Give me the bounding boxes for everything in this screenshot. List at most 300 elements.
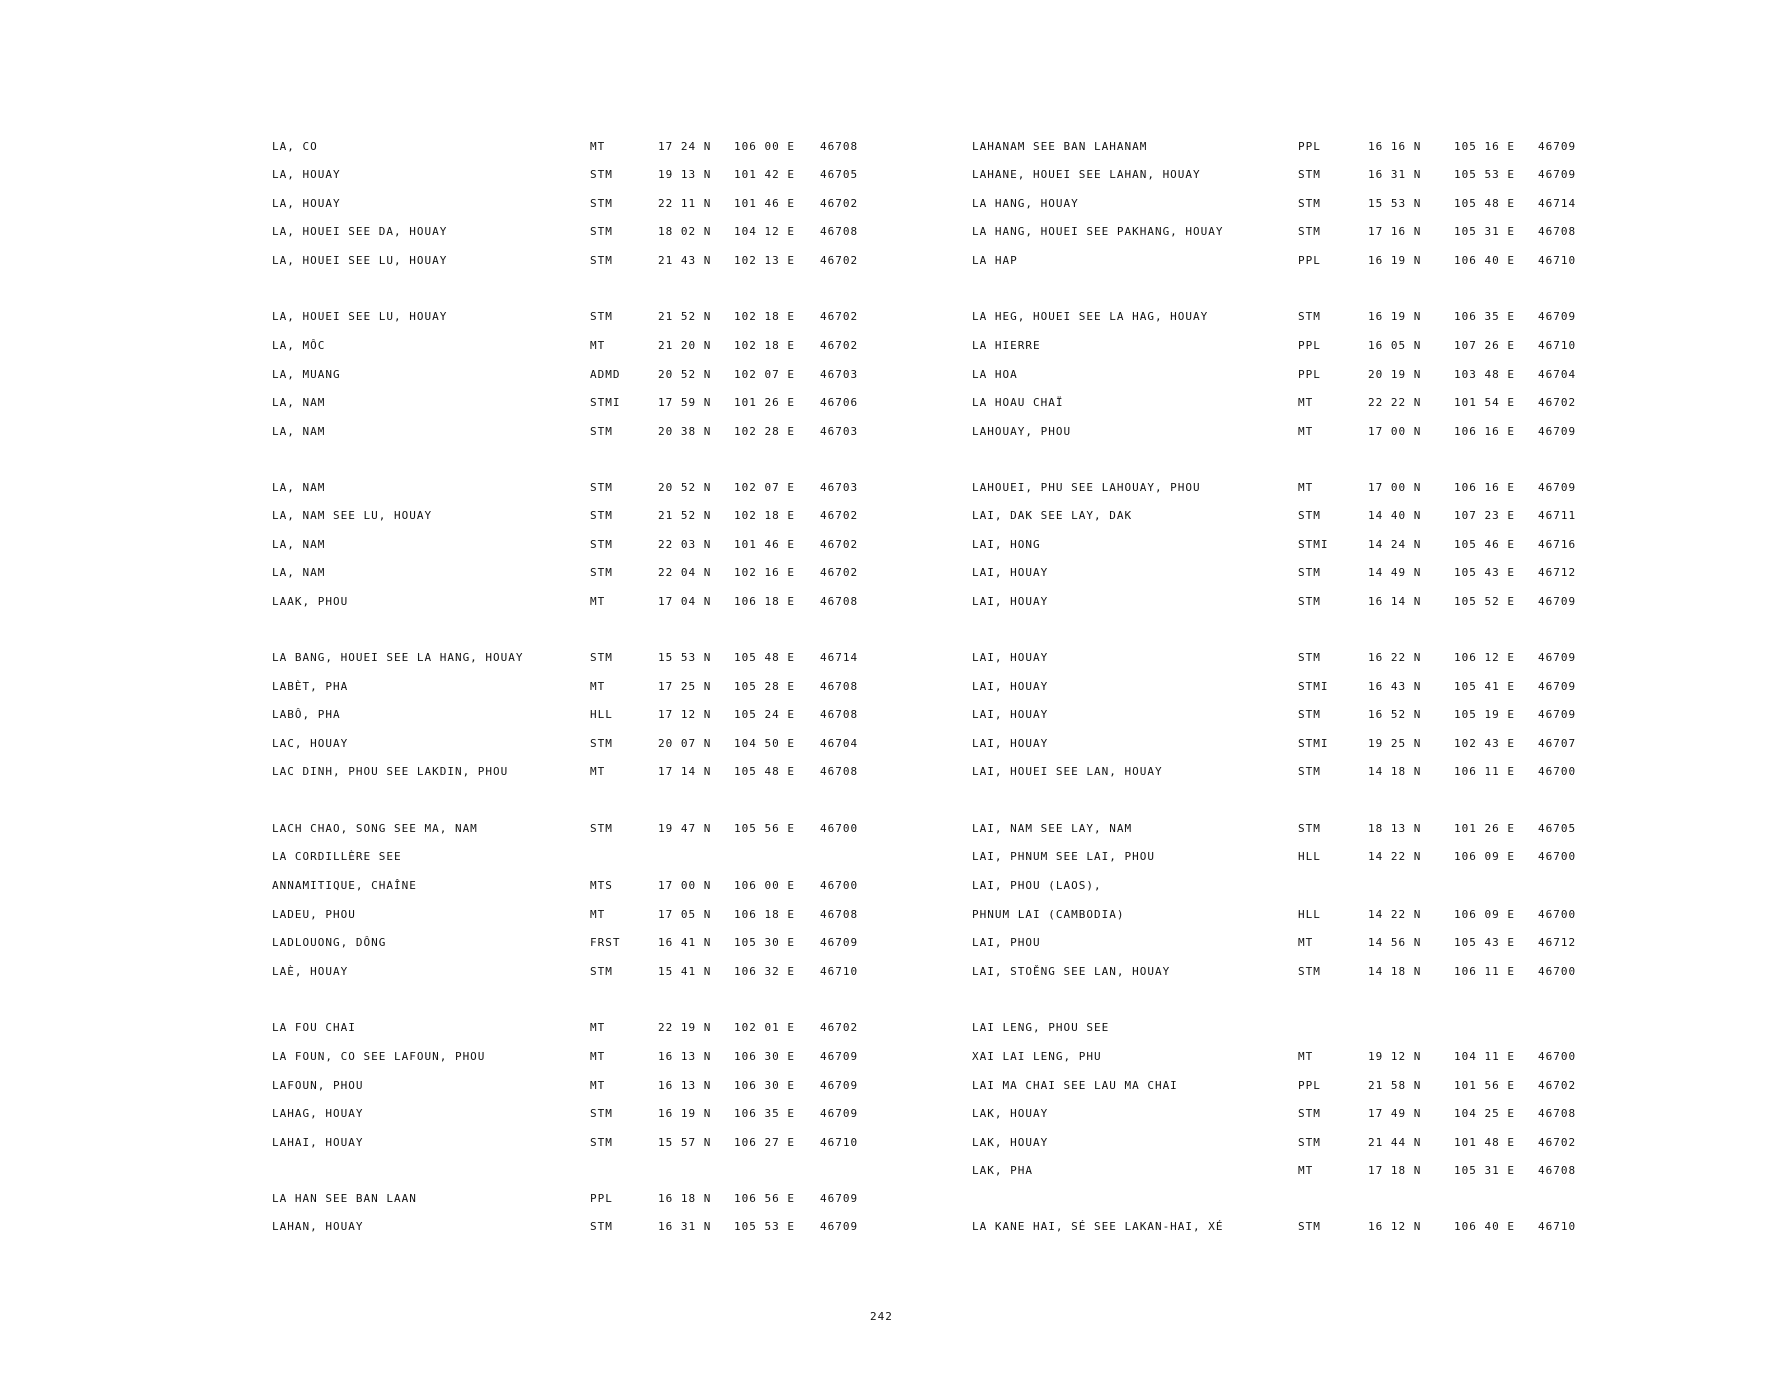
gazetteer-entry bbox=[972, 308, 1732, 326]
entry-lat: 22 19 N bbox=[658, 1021, 712, 1034]
gazetteer-entry bbox=[972, 479, 1732, 497]
entry-sheet: 46704 bbox=[1538, 368, 1577, 381]
entry-name: LA KANE HAI, SÉ SEE LAKAN-HAI, XÉ bbox=[972, 1220, 1224, 1233]
entry-lon: 106 00 E bbox=[734, 140, 795, 153]
entry-name: LAI, HOUAY bbox=[972, 737, 1049, 750]
entry-code: STM bbox=[1298, 225, 1321, 238]
entry-sheet: 46709 bbox=[820, 936, 859, 949]
entry-sheet: 46708 bbox=[820, 908, 859, 921]
gazetteer-entry bbox=[972, 1105, 1732, 1123]
gazetteer-entry bbox=[972, 1134, 1732, 1152]
gazetteer-entry bbox=[972, 1162, 1732, 1180]
gazetteer-entry bbox=[272, 678, 1032, 696]
entry-lon: 101 48 E bbox=[1454, 1136, 1515, 1149]
entry-code: MT bbox=[1298, 425, 1314, 438]
entry-code: STM bbox=[590, 425, 613, 438]
entry-name: LAÈ, HOUAY bbox=[272, 965, 349, 978]
entry-code: STM bbox=[1298, 509, 1321, 522]
entry-name: LA, HOUAY bbox=[272, 168, 341, 181]
entry-lat: 20 07 N bbox=[658, 737, 712, 750]
entry-sheet: 46708 bbox=[1538, 1164, 1577, 1177]
gazetteer-entry bbox=[972, 1077, 1732, 1095]
entry-code: STM bbox=[1298, 168, 1321, 181]
gazetteer-entry bbox=[972, 649, 1732, 667]
entry-lon: 102 01 E bbox=[734, 1021, 795, 1034]
entry-code: STM bbox=[1298, 197, 1321, 210]
entry-name: LAHOUAY, PHOU bbox=[972, 425, 1072, 438]
entry-lat: 14 22 N bbox=[1368, 908, 1422, 921]
entry-lon: 105 56 E bbox=[734, 822, 795, 835]
gazetteer-entry bbox=[272, 763, 1032, 781]
entry-sheet: 46702 bbox=[820, 509, 859, 522]
gazetteer-entry bbox=[972, 423, 1732, 441]
entry-sheet: 46705 bbox=[820, 168, 859, 181]
entry-sheet: 46709 bbox=[1538, 140, 1577, 153]
entry-lon: 102 13 E bbox=[734, 254, 795, 267]
entry-name: LA HOA bbox=[972, 368, 1018, 381]
entry-lat: 16 31 N bbox=[658, 1220, 712, 1233]
entry-lon: 101 26 E bbox=[1454, 822, 1515, 835]
gazetteer-entry bbox=[272, 820, 1032, 838]
entry-lon: 102 07 E bbox=[734, 368, 795, 381]
entry-sheet: 46709 bbox=[820, 1192, 859, 1205]
entry-name: LAK, PHA bbox=[972, 1164, 1033, 1177]
entry-code: ADMD bbox=[590, 368, 621, 381]
gazetteer-entry bbox=[972, 735, 1732, 753]
entry-lat: 16 41 N bbox=[658, 936, 712, 949]
entry-lat: 16 05 N bbox=[1368, 339, 1422, 352]
entry-code: STM bbox=[590, 538, 613, 551]
entry-lat: 20 52 N bbox=[658, 481, 712, 494]
entry-lat: 14 24 N bbox=[1368, 538, 1422, 551]
entry-lat: 14 18 N bbox=[1368, 765, 1422, 778]
entry-code: MTS bbox=[590, 879, 613, 892]
gazetteer-entry bbox=[272, 507, 1032, 525]
entry-lat: 18 13 N bbox=[1368, 822, 1422, 835]
entry-name: ANNAMITIQUE, CHAÎNE bbox=[272, 879, 417, 892]
entry-lat: 21 52 N bbox=[658, 509, 712, 522]
entry-sheet: 46712 bbox=[1538, 566, 1577, 579]
entry-sheet: 46710 bbox=[820, 965, 859, 978]
gazetteer-entry bbox=[272, 593, 1032, 611]
entry-lon: 104 12 E bbox=[734, 225, 795, 238]
entry-code: STM bbox=[1298, 965, 1321, 978]
entry-lon: 102 43 E bbox=[1454, 737, 1515, 750]
entry-name: LAI, HOUAY bbox=[972, 566, 1049, 579]
entry-name: LAHAN, HOUAY bbox=[272, 1220, 364, 1233]
gazetteer-entry bbox=[272, 1105, 1032, 1123]
entry-code: PPL bbox=[590, 1192, 613, 1205]
entry-name: LAHANAM SEE BAN LAHANAM bbox=[972, 140, 1148, 153]
entry-lon: 102 18 E bbox=[734, 310, 795, 323]
entry-name: LA, HOUAY bbox=[272, 197, 341, 210]
entry-lat: 15 53 N bbox=[1368, 197, 1422, 210]
entry-name: LAI, HOUAY bbox=[972, 651, 1049, 664]
entry-code: STM bbox=[590, 254, 613, 267]
gazetteer-entry bbox=[272, 934, 1032, 952]
entry-sheet: 46702 bbox=[1538, 1136, 1577, 1149]
entry-lon: 105 24 E bbox=[734, 708, 795, 721]
entry-lat: 17 24 N bbox=[658, 140, 712, 153]
entry-lat: 16 19 N bbox=[1368, 254, 1422, 267]
gazetteer-entry bbox=[972, 195, 1732, 213]
entry-name: LA, CO bbox=[272, 140, 318, 153]
entry-lon: 102 28 E bbox=[734, 425, 795, 438]
gazetteer-entry bbox=[972, 593, 1732, 611]
gazetteer-entry bbox=[972, 877, 1732, 895]
entry-sheet: 46709 bbox=[1538, 481, 1577, 494]
entry-sheet: 46707 bbox=[1538, 737, 1577, 750]
entry-code: STM bbox=[590, 509, 613, 522]
entry-lon: 106 00 E bbox=[734, 879, 795, 892]
gazetteer-entry bbox=[272, 1019, 1032, 1037]
entry-name: LA, NAM bbox=[272, 481, 326, 494]
entry-lon: 105 53 E bbox=[1454, 168, 1515, 181]
entry-lat: 17 16 N bbox=[1368, 225, 1422, 238]
entry-sheet: 46709 bbox=[820, 1107, 859, 1120]
entry-code: STM bbox=[590, 225, 613, 238]
entry-name: LA HAP bbox=[972, 254, 1018, 267]
entry-lon: 106 11 E bbox=[1454, 965, 1515, 978]
entry-lat: 14 49 N bbox=[1368, 566, 1422, 579]
entry-sheet: 46702 bbox=[820, 197, 859, 210]
entry-sheet: 46709 bbox=[1538, 595, 1577, 608]
entry-code: STM bbox=[1298, 1136, 1321, 1149]
entry-code: STM bbox=[1298, 765, 1321, 778]
entry-lat: 20 52 N bbox=[658, 368, 712, 381]
entry-sheet: 46710 bbox=[1538, 254, 1577, 267]
entry-lon: 106 16 E bbox=[1454, 481, 1515, 494]
entry-sheet: 46709 bbox=[820, 1079, 859, 1092]
entry-lat: 14 56 N bbox=[1368, 936, 1422, 949]
entry-lat: 17 14 N bbox=[658, 765, 712, 778]
entry-lat: 17 00 N bbox=[658, 879, 712, 892]
entry-lat: 20 19 N bbox=[1368, 368, 1422, 381]
entry-code: STM bbox=[590, 651, 613, 664]
entry-lat: 17 00 N bbox=[1368, 425, 1422, 438]
gazetteer-entry bbox=[972, 564, 1732, 582]
gazetteer-entry bbox=[972, 906, 1732, 924]
entry-lon: 106 32 E bbox=[734, 965, 795, 978]
entry-code: PPL bbox=[1298, 254, 1321, 267]
gazetteer-entry bbox=[272, 252, 1032, 270]
entry-lat: 16 43 N bbox=[1368, 680, 1422, 693]
entry-name: LAHAG, HOUAY bbox=[272, 1107, 364, 1120]
entry-name: LA, NAM bbox=[272, 396, 326, 409]
entry-sheet: 46708 bbox=[820, 225, 859, 238]
entry-name: LAI, HONG bbox=[972, 538, 1041, 551]
entry-code: MT bbox=[590, 140, 606, 153]
entry-lat: 16 52 N bbox=[1368, 708, 1422, 721]
entry-lat: 17 18 N bbox=[1368, 1164, 1422, 1177]
entry-lon: 105 43 E bbox=[1454, 936, 1515, 949]
entry-sheet: 46714 bbox=[1538, 197, 1577, 210]
entry-name: LAI, HOUAY bbox=[972, 595, 1049, 608]
gazetteer-entry bbox=[272, 963, 1032, 981]
gazetteer-entry bbox=[972, 337, 1732, 355]
entry-sheet: 46700 bbox=[1538, 765, 1577, 778]
entry-code: MT bbox=[590, 339, 606, 352]
entry-sheet: 46714 bbox=[820, 651, 859, 664]
entry-code: HLL bbox=[1298, 908, 1321, 921]
gazetteer-entry bbox=[272, 877, 1032, 895]
gazetteer-entry bbox=[272, 1134, 1032, 1152]
gazetteer-entry bbox=[272, 423, 1032, 441]
entry-lon: 106 40 E bbox=[1454, 1220, 1515, 1233]
entry-lon: 103 48 E bbox=[1454, 368, 1515, 381]
entry-name: LAHANE, HOUEI SEE LAHAN, HOUAY bbox=[972, 168, 1201, 181]
entry-code: PPL bbox=[1298, 140, 1321, 153]
entry-name: LAI MA CHAI SEE LAU MA CHAI bbox=[972, 1079, 1178, 1092]
entry-lon: 101 54 E bbox=[1454, 396, 1515, 409]
entry-sheet: 46703 bbox=[820, 481, 859, 494]
entry-lon: 105 52 E bbox=[1454, 595, 1515, 608]
entry-lat: 21 58 N bbox=[1368, 1079, 1422, 1092]
entry-lon: 105 31 E bbox=[1454, 1164, 1515, 1177]
entry-lat: 16 16 N bbox=[1368, 140, 1422, 153]
entry-name: LA HOAU CHAÏ bbox=[972, 396, 1064, 409]
entry-lon: 105 53 E bbox=[734, 1220, 795, 1233]
entry-lon: 101 26 E bbox=[734, 396, 795, 409]
gazetteer-entry bbox=[272, 337, 1032, 355]
entry-lat: 17 04 N bbox=[658, 595, 712, 608]
entry-sheet: 46708 bbox=[820, 140, 859, 153]
entry-lon: 105 41 E bbox=[1454, 680, 1515, 693]
entry-lon: 101 46 E bbox=[734, 538, 795, 551]
gazetteer-entry bbox=[272, 138, 1032, 156]
entry-code: HLL bbox=[590, 708, 613, 721]
entry-name: LAI, PHOU bbox=[972, 936, 1041, 949]
entry-code: MT bbox=[590, 908, 606, 921]
gazetteer-entry bbox=[272, 479, 1032, 497]
entry-name: LA, HOUEI SEE DA, HOUAY bbox=[272, 225, 448, 238]
entry-sheet: 46711 bbox=[1538, 509, 1577, 522]
entry-lat: 19 47 N bbox=[658, 822, 712, 835]
entry-sheet: 46702 bbox=[820, 310, 859, 323]
gazetteer-entry bbox=[272, 1077, 1032, 1095]
entry-lat: 16 18 N bbox=[658, 1192, 712, 1205]
entry-name: LA HIERRE bbox=[972, 339, 1041, 352]
entry-lon: 105 31 E bbox=[1454, 225, 1515, 238]
entry-code: STMI bbox=[1298, 680, 1329, 693]
entry-lat: 16 13 N bbox=[658, 1079, 712, 1092]
entry-name: LAI LENG, PHOU SEE bbox=[972, 1021, 1110, 1034]
entry-code: STM bbox=[590, 965, 613, 978]
entry-code: STM bbox=[590, 1220, 613, 1233]
entry-lon: 106 35 E bbox=[1454, 310, 1515, 323]
entry-lat: 22 03 N bbox=[658, 538, 712, 551]
gazetteer-entry bbox=[272, 564, 1032, 582]
entry-lon: 105 48 E bbox=[1454, 197, 1515, 210]
entry-lat: 16 22 N bbox=[1368, 651, 1422, 664]
entry-name: LA FOUN, CO SEE LAFOUN, PHOU bbox=[272, 1050, 486, 1063]
entry-lat: 19 25 N bbox=[1368, 737, 1422, 750]
gazetteer-entry bbox=[972, 507, 1732, 525]
entry-name: LA, NAM bbox=[272, 538, 326, 551]
entry-code: PPL bbox=[1298, 339, 1321, 352]
entry-lat: 17 25 N bbox=[658, 680, 712, 693]
entry-name: LAHAI, HOUAY bbox=[272, 1136, 364, 1149]
entry-sheet: 46702 bbox=[1538, 1079, 1577, 1092]
entry-lon: 106 09 E bbox=[1454, 850, 1515, 863]
entry-name: LABÔ, PHA bbox=[272, 708, 341, 721]
entry-sheet: 46708 bbox=[820, 680, 859, 693]
entry-lat: 15 41 N bbox=[658, 965, 712, 978]
entry-name: LA HANG, HOUEI SEE PAKHANG, HOUAY bbox=[972, 225, 1224, 238]
entry-code: STM bbox=[590, 566, 613, 579]
entry-name: LA, HOUEI SEE LU, HOUAY bbox=[272, 310, 448, 323]
entry-lon: 106 30 E bbox=[734, 1050, 795, 1063]
entry-sheet: 46708 bbox=[820, 708, 859, 721]
entry-lon: 105 28 E bbox=[734, 680, 795, 693]
gazetteer-entry bbox=[272, 735, 1032, 753]
entry-code: STMI bbox=[1298, 737, 1329, 750]
entry-lon: 101 46 E bbox=[734, 197, 795, 210]
entry-name: PHNUM LAI (CAMBODIA) bbox=[972, 908, 1125, 921]
entry-code: MT bbox=[590, 595, 606, 608]
gazetteer-entry bbox=[972, 366, 1732, 384]
entry-sheet: 46709 bbox=[1538, 651, 1577, 664]
entry-sheet: 46710 bbox=[1538, 339, 1577, 352]
entry-name: LAI, NAM SEE LAY, NAM bbox=[972, 822, 1133, 835]
entry-lat: 21 44 N bbox=[1368, 1136, 1422, 1149]
entry-sheet: 46708 bbox=[820, 765, 859, 778]
entry-lat: 17 00 N bbox=[1368, 481, 1422, 494]
gazetteer-entry bbox=[272, 223, 1032, 241]
gazetteer-entry bbox=[972, 138, 1732, 156]
gazetteer-entry bbox=[972, 166, 1732, 184]
entry-sheet: 46709 bbox=[820, 1050, 859, 1063]
entry-name: LAI, PHNUM SEE LAI, PHOU bbox=[972, 850, 1155, 863]
entry-code: MT bbox=[590, 765, 606, 778]
entry-lon: 106 27 E bbox=[734, 1136, 795, 1149]
entry-code: STM bbox=[590, 1107, 613, 1120]
entry-sheet: 46709 bbox=[1538, 708, 1577, 721]
gazetteer-entry bbox=[972, 1019, 1732, 1037]
entry-lon: 106 56 E bbox=[734, 1192, 795, 1205]
entry-lon: 106 09 E bbox=[1454, 908, 1515, 921]
entry-lon: 106 16 E bbox=[1454, 425, 1515, 438]
entry-lat: 16 31 N bbox=[1368, 168, 1422, 181]
entry-lat: 16 19 N bbox=[1368, 310, 1422, 323]
gazetteer-entry bbox=[972, 820, 1732, 838]
entry-name: LA, MÔC bbox=[272, 339, 326, 352]
entry-code: MT bbox=[1298, 1164, 1314, 1177]
entry-name: LAHOUEI, PHU SEE LAHOUAY, PHOU bbox=[972, 481, 1201, 494]
entry-lat: 16 13 N bbox=[658, 1050, 712, 1063]
entry-sheet: 46710 bbox=[1538, 1220, 1577, 1233]
gazetteer-entry bbox=[972, 963, 1732, 981]
entry-sheet: 46709 bbox=[1538, 310, 1577, 323]
entry-lon: 105 30 E bbox=[734, 936, 795, 949]
gazetteer-entry bbox=[972, 394, 1732, 412]
entry-sheet: 46702 bbox=[820, 1021, 859, 1034]
gazetteer-entry bbox=[272, 366, 1032, 384]
entry-sheet: 46700 bbox=[1538, 850, 1577, 863]
entry-lon: 101 56 E bbox=[1454, 1079, 1515, 1092]
gazetteer-entry bbox=[272, 536, 1032, 554]
entry-lon: 102 18 E bbox=[734, 509, 795, 522]
entry-name: LAC, HOUAY bbox=[272, 737, 349, 750]
entry-name: LA CORDILLÈRE SEE bbox=[272, 850, 402, 863]
entry-name: LAI, HOUAY bbox=[972, 680, 1049, 693]
entry-sheet: 46702 bbox=[820, 538, 859, 551]
entry-lon: 105 48 E bbox=[734, 765, 795, 778]
entry-code: STM bbox=[1298, 566, 1321, 579]
entry-name: LA, NAM SEE LU, HOUAY bbox=[272, 509, 433, 522]
entry-lon: 105 46 E bbox=[1454, 538, 1515, 551]
entry-lon: 104 11 E bbox=[1454, 1050, 1515, 1063]
entry-lon: 102 07 E bbox=[734, 481, 795, 494]
entry-name: LA, NAM bbox=[272, 425, 326, 438]
entry-lon: 105 19 E bbox=[1454, 708, 1515, 721]
entry-sheet: 46710 bbox=[820, 1136, 859, 1149]
entry-lon: 102 18 E bbox=[734, 339, 795, 352]
entry-name: LA HAN SEE BAN LAAN bbox=[272, 1192, 417, 1205]
entry-lon: 105 43 E bbox=[1454, 566, 1515, 579]
entry-lat: 21 43 N bbox=[658, 254, 712, 267]
entry-lat: 16 14 N bbox=[1368, 595, 1422, 608]
entry-name: LAI, HOUAY bbox=[972, 708, 1049, 721]
entry-sheet: 46702 bbox=[1538, 396, 1577, 409]
entry-name: LAC DINH, PHOU SEE LAKDIN, PHOU bbox=[272, 765, 509, 778]
entry-name: LABÈT, PHA bbox=[272, 680, 349, 693]
entry-code: HLL bbox=[1298, 850, 1321, 863]
gazetteer-entry bbox=[272, 195, 1032, 213]
gazetteer-entry bbox=[972, 706, 1732, 724]
gazetteer-entry bbox=[972, 1218, 1732, 1236]
entry-code: MT bbox=[590, 680, 606, 693]
entry-name: LAFOUN, PHOU bbox=[272, 1079, 364, 1092]
entry-name: LAI, DAK SEE LAY, DAK bbox=[972, 509, 1133, 522]
entry-lon: 104 25 E bbox=[1454, 1107, 1515, 1120]
page-number: 242 bbox=[870, 1310, 893, 1323]
entry-lat: 14 22 N bbox=[1368, 850, 1422, 863]
entry-sheet: 46700 bbox=[1538, 965, 1577, 978]
entry-lat: 17 59 N bbox=[658, 396, 712, 409]
entry-sheet: 46709 bbox=[1538, 168, 1577, 181]
entry-lon: 105 48 E bbox=[734, 651, 795, 664]
entry-code: STMI bbox=[590, 396, 621, 409]
gazetteer-entry bbox=[972, 1048, 1732, 1066]
entry-lat: 17 12 N bbox=[658, 708, 712, 721]
entry-code: STM bbox=[590, 168, 613, 181]
entry-code: PPL bbox=[1298, 368, 1321, 381]
entry-lat: 21 20 N bbox=[658, 339, 712, 352]
entry-name: LA, NAM bbox=[272, 566, 326, 579]
gazetteer-entry bbox=[272, 166, 1032, 184]
entry-name: LADEU, PHOU bbox=[272, 908, 356, 921]
entry-code: STM bbox=[590, 310, 613, 323]
entry-lon: 106 11 E bbox=[1454, 765, 1515, 778]
entry-code: STM bbox=[1298, 651, 1321, 664]
entry-code: MT bbox=[1298, 1050, 1314, 1063]
entry-lon: 105 16 E bbox=[1454, 140, 1515, 153]
entry-name: LA, HOUEI SEE LU, HOUAY bbox=[272, 254, 448, 267]
entry-lat: 22 11 N bbox=[658, 197, 712, 210]
entry-sheet: 46716 bbox=[1538, 538, 1577, 551]
gazetteer-entry bbox=[272, 706, 1032, 724]
entry-lon: 104 50 E bbox=[734, 737, 795, 750]
entry-lat: 22 22 N bbox=[1368, 396, 1422, 409]
entry-lat: 19 13 N bbox=[658, 168, 712, 181]
entry-code: STM bbox=[590, 481, 613, 494]
entry-sheet: 46702 bbox=[820, 566, 859, 579]
entry-lat: 16 12 N bbox=[1368, 1220, 1422, 1233]
entry-code: STM bbox=[1298, 310, 1321, 323]
gazetteer-entry bbox=[272, 1190, 1032, 1208]
entry-lat: 18 02 N bbox=[658, 225, 712, 238]
